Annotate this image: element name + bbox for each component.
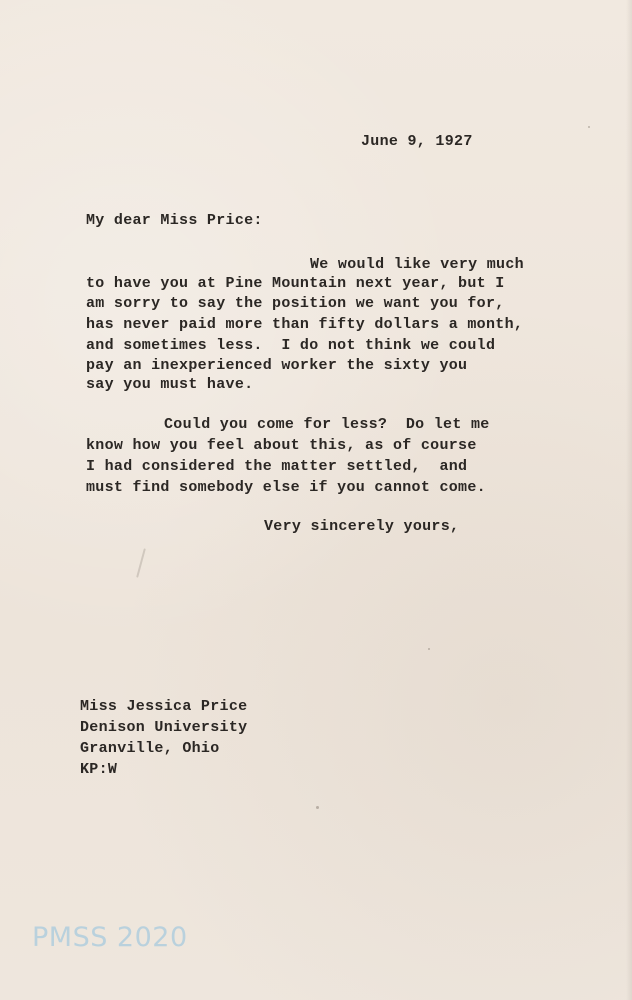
paragraph2-line: Could you come for less? Do let me [164,416,490,433]
paragraph1-line: has never paid more than fifty dollars a month, [86,316,524,333]
address-line: Miss Jessica Price [80,698,248,715]
paragraph1-line: and sometimes less. I do not think we could [86,337,496,354]
address-line: Granville, Ohio [80,740,220,757]
closing: Very sincerely yours, [264,518,460,535]
paragraph1-line: to have you at Pine Mountain next year, but I [86,275,505,292]
paragraph1-line: pay an inexperienced worker the sixty you [86,357,468,374]
paragraph1-line: am sorry to say the position we want you for, [86,295,505,312]
letter-date: June 9, 1927 [361,133,473,150]
paper-speck [316,806,319,809]
address-line: Denison University [80,719,248,736]
paragraph1-line: say you must have. [86,376,254,393]
paper-edge-shadow [626,0,632,1000]
paper-speck [428,648,430,650]
paragraph2-line: know how you feel about this, as of course [86,437,477,454]
paper-speck [136,548,146,577]
paragraph1-line: We would like very much [310,256,524,273]
watermark: PMSS 2020 [32,922,188,953]
address-line: KP:W [80,761,118,778]
salutation: My dear Miss Price: [86,212,263,229]
paragraph2-line: must find somebody else if you cannot come. [86,479,486,496]
paragraph2-line: I had considered the matter settled, and [86,458,468,475]
paper-speck [588,126,590,128]
